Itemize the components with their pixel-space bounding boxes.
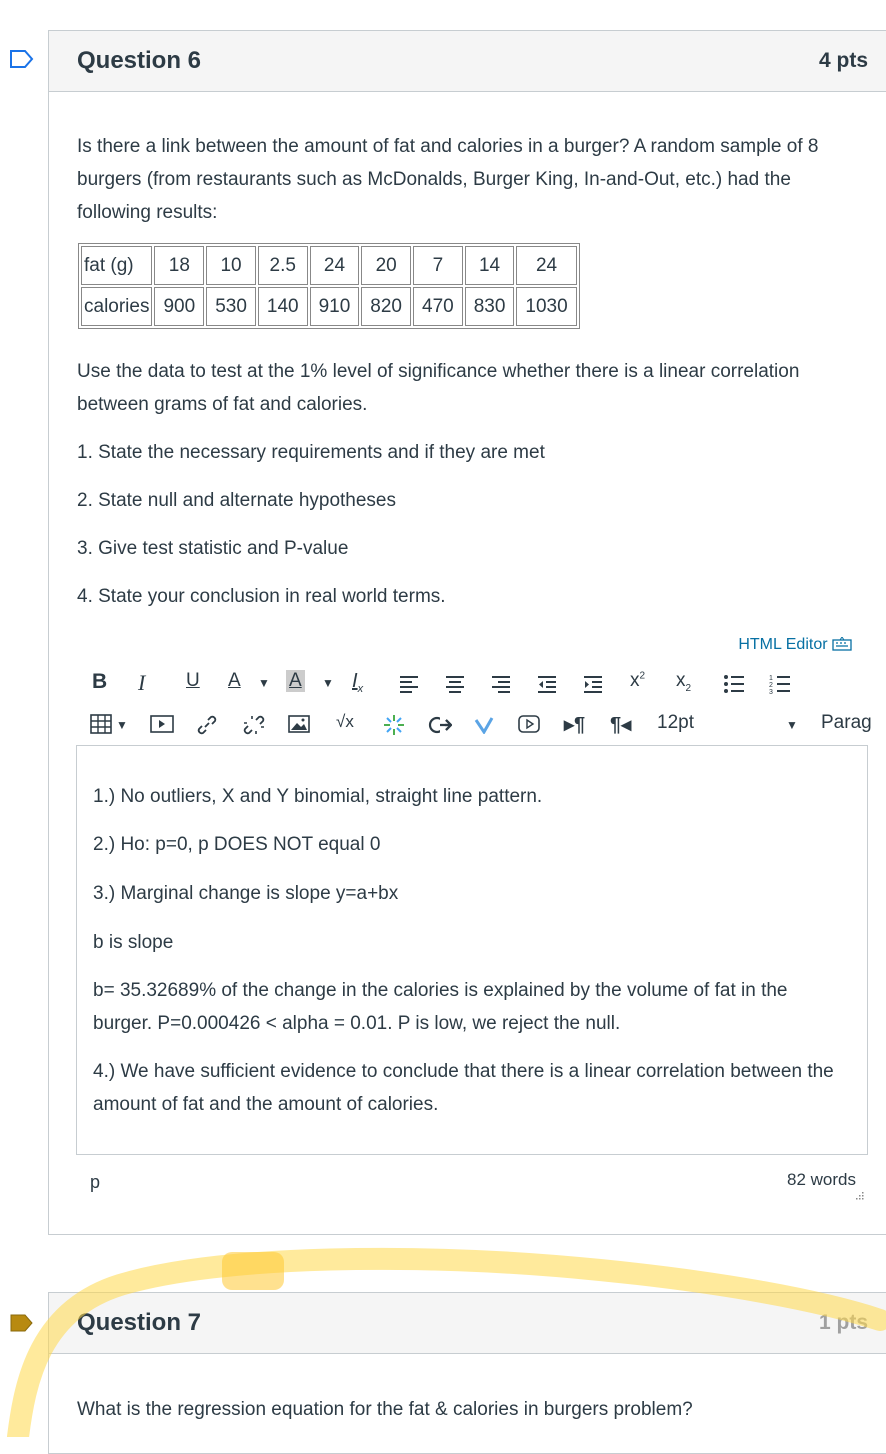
vimeo-icon[interactable] [474, 716, 494, 734]
table-cell: 14 [465, 246, 515, 285]
rtl-direction-icon[interactable]: ¶◂ [610, 714, 632, 736]
html-editor-link[interactable] [738, 636, 852, 654]
element-path[interactable]: p [90, 1172, 101, 1192]
keyboard-icon [832, 637, 852, 651]
task-list [77, 436, 862, 613]
question-7-prompt: What is the regression equation for the fat & calories in burgers problem? [77, 1399, 693, 1420]
flag-question-icon[interactable] [10, 1314, 34, 1332]
svg-text:1: 1 [769, 675, 773, 682]
answer-line: 2.) Ho: p=0, p DOES NOT equal 0 [93, 834, 381, 855]
resize-handle-icon[interactable] [852, 1190, 864, 1202]
question-intro: Is there a link between the amount of fat and calories in a burger? A random sample of 8 burgers (from restaurants such as McDonalds, Burger King, In-and-Out, etc.) had the following results: [77, 136, 819, 223]
link-icon[interactable] [196, 714, 218, 736]
word-count: 82 words [787, 1170, 856, 1189]
table-cell: 140 [258, 287, 308, 326]
answer-line: 3.) Marginal change is slope y=a+bx [93, 883, 399, 904]
question-7-header [49, 1293, 886, 1354]
ltr-direction-icon[interactable]: ▸¶ [564, 714, 586, 736]
data-table [78, 243, 580, 329]
question-6-body [77, 130, 862, 613]
table-cell: 830 [465, 287, 515, 326]
html-editor-label[interactable]: HTML Editor [738, 636, 828, 653]
task-item: 2. State null and alternate hypotheses [77, 490, 397, 511]
indent-icon[interactable] [582, 674, 604, 694]
question-6-points: 4 pts [818, 49, 868, 72]
text-color-dropdown-icon[interactable]: ▼ [258, 676, 270, 690]
table-cell: 820 [361, 287, 411, 326]
question-7-card [48, 1292, 886, 1454]
task-item: 4. State your conclusion in real world terms. [77, 586, 446, 607]
question-instruction: Use the data to test at the 1% level of significance whether there is a linear correlation between grams of fat and calories. [77, 361, 800, 415]
font-size-select[interactable]: 12pt [657, 712, 694, 733]
underline-button[interactable]: U [186, 670, 200, 691]
table-cell: 18 [154, 246, 204, 285]
font-size-dropdown-icon[interactable]: ▼ [786, 718, 798, 732]
svg-text:2: 2 [769, 682, 773, 689]
row-label: fat (g) [81, 246, 152, 285]
table-cell: 10 [206, 246, 256, 285]
align-right-icon[interactable] [490, 674, 512, 694]
table-cell: 24 [310, 246, 360, 285]
question-6-header [49, 31, 886, 92]
media-icon[interactable] [150, 715, 174, 733]
table-dropdown-icon[interactable]: ▼ [116, 718, 128, 732]
row-label: calories [81, 287, 152, 326]
table-cell: 20 [361, 246, 411, 285]
background-color-dropdown-icon[interactable]: ▼ [322, 676, 334, 690]
table-cell: 7 [413, 246, 463, 285]
table-cell: 2.5 [258, 246, 308, 285]
numbered-list-icon[interactable] [768, 672, 792, 696]
answer-line: 4.) We have sufficient evidence to conclude that there is a linear correlation between the amount of fat and the amount of calories. [93, 1061, 834, 1115]
table-cell: 470 [413, 287, 463, 326]
answer-line: b= 35.32689% of the change in the calories is explained by the volume of fat in the burger. P=0.000426 < alpha = 0.01. P is low, we reject the null. [93, 980, 788, 1034]
question-7-points: 1 pts [818, 1311, 868, 1334]
editor-toolbar-row-2 [90, 712, 872, 742]
block-format-select[interactable]: Parag [821, 712, 872, 733]
bullet-list-icon[interactable] [722, 672, 746, 696]
flag-question-icon[interactable] [10, 50, 34, 68]
superscript-icon[interactable]: $x^2$ [630, 670, 646, 691]
svg-text:3: 3 [769, 689, 773, 696]
redirect-arrow-icon[interactable] [428, 715, 452, 735]
outdent-icon[interactable] [536, 674, 558, 694]
clear-formatting-icon[interactable]: $I_x$ [352, 670, 364, 695]
table-icon[interactable] [90, 714, 112, 734]
equation-icon[interactable]: √x [336, 712, 354, 731]
editor-toolbar-row-1 [90, 670, 872, 700]
unlink-icon[interactable] [242, 714, 266, 736]
subscript-icon[interactable]: $x_2$ [676, 670, 692, 694]
answer-line: b is slope [93, 932, 174, 953]
editor-content-area[interactable] [76, 745, 868, 1155]
text-color-button[interactable]: A [228, 670, 241, 691]
table-cell: 24 [516, 246, 576, 285]
question-7-title: Question 7 [77, 1309, 202, 1336]
table-row [81, 287, 577, 326]
image-icon[interactable] [288, 715, 310, 733]
video-play-icon[interactable] [518, 715, 540, 733]
answer-line: 1.) No outliers, X and Y binomial, straight line pattern. [93, 786, 543, 807]
task-item: 3. Give test statistic and P-value [77, 538, 349, 559]
question-6-title: Question 6 [77, 47, 202, 74]
table-cell: 530 [206, 287, 256, 326]
align-center-icon[interactable] [444, 674, 466, 694]
align-left-icon[interactable] [398, 674, 420, 694]
bold-button[interactable]: B [92, 670, 108, 693]
task-item: 1. State the necessary requirements and if they are met [77, 442, 545, 463]
background-color-button[interactable]: A [286, 670, 305, 692]
apps-icon[interactable] [382, 713, 406, 737]
table-cell: 1030 [516, 287, 576, 326]
italic-button[interactable]: I [138, 670, 146, 695]
table-cell: 900 [154, 287, 204, 326]
table-cell: 910 [310, 287, 360, 326]
table-row [81, 246, 577, 285]
